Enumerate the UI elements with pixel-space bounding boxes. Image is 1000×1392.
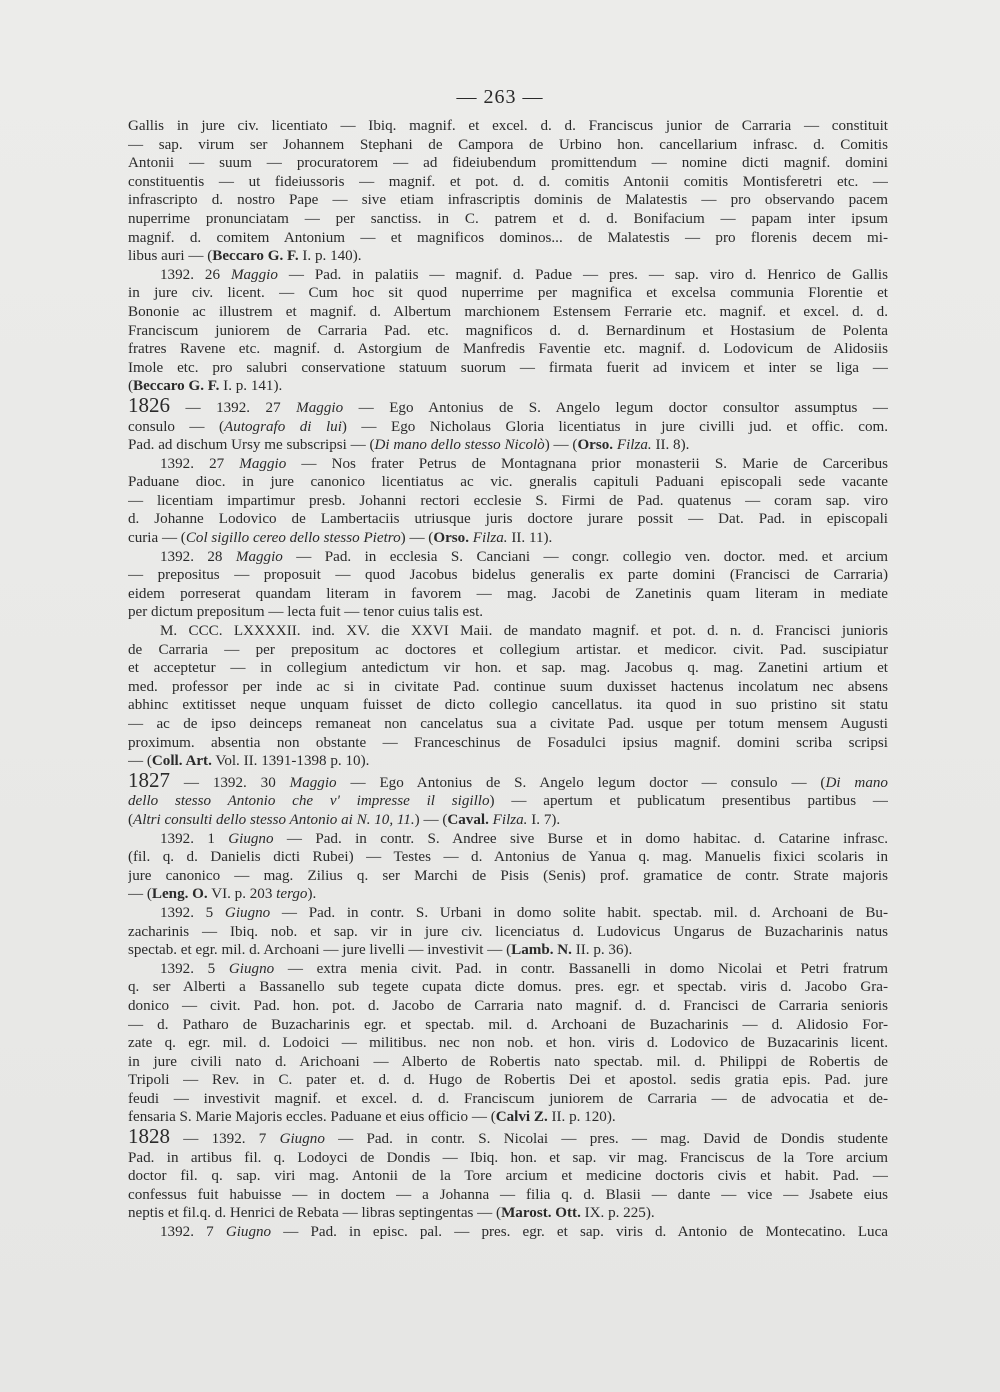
text-line: 1392. 26 Maggio — Pad. in palatiis — magnif. d. Padue — pres. — sap. viro d. Henrico de Gallis — [160, 266, 888, 283]
text-line: — prepositus — proposuit — quod Jacobus bidelus generalis ex parte domini (Francisci de Carraria) — [128, 567, 888, 584]
text-line: donico — civit. Pad. hon. pot. d. Jacobo de Carraria nato magnif. d. d. Francisci de Carraria senioris — [128, 997, 888, 1014]
text-line: confessus fuit habuisse — in doctem — a Johanna — filia q. d. Blasii — dante — vice — Jsabete eius — [128, 1186, 888, 1203]
text-line: q. ser Alberti a Bassanello sub tegete cupata dicte domus. pres. egr. et spectab. viris d. Jacobo Gra- — [128, 979, 888, 996]
text-line: — d. Patharo de Buzacharinis egr. et spectab. mil. d. Archoani de Buzacharinis — d. Alidosio For- — [128, 1016, 888, 1033]
text-line: Imole etc. pro salubri conservatione statuum suorum — firmata fuerit ad invicem et inter se liga — — [128, 359, 888, 376]
text-line: fensaria S. Marie Majoris eccles. Paduane et eius officio — (Calvi Z. II. p. 120). — [128, 1109, 616, 1126]
text-line: doctor fil. q. sap. viri mag. Antonii de la Tore arcium et medicine doctoris civis et habit. Pad. — — [128, 1168, 888, 1185]
text-line: (fil. q. d. Danielis dicti Rubei) — Testes — d. Antonius de Yanua q. mag. Manuelis fixici scolaris in — [128, 849, 888, 866]
text-line: jure canonico — mag. Zilius q. ser Marchi de Pisis (Senis) prof. gramatice de contr. Strate majoris — [128, 867, 888, 884]
text-line: Pad. ad dischum Ursy me subscripsi — (Di mano dello stesso Nicolò) — (Orso. Filza. II. 8). — [128, 437, 690, 454]
text-line: (Beccaro G. F. I. p. 141). — [128, 378, 283, 395]
text-line: 1826 — 1392. 27 Maggio — Ego Antonius de S. Angelo legum doctor consultor assumptus — — [128, 395, 888, 417]
text-line: 1392. 7 Giugno — Pad. in episc. pal. — pres. egr. et sap. viris d. Antonio de Montecatino. Luca — [160, 1224, 888, 1241]
text-line: per dictum prepositum — lecta fuit — tenor cuius talis est. — [128, 604, 484, 621]
page-number: — 263 — — [456, 86, 544, 108]
text-line: — licentiam impartimur presb. Johanni rectori ecclesie S. Firmi de Pad. quatenus — coram sap. viro — [128, 492, 888, 509]
text-line: 1392. 5 Giugno — extra menia civit. Pad. in contr. Bassanelli in domo Nicolai et Petri fratrum — [160, 960, 888, 977]
text-line: Paduane dioc. in jure canonico licentiatus ac vic. gneralis capituli Paduani episcopali sede vacante — [128, 474, 888, 491]
text-line: consulo — (Autografo di lui) — Ego Nicholaus Gloria licentiatus in jure civilli jud. et offic. com. — [128, 418, 888, 435]
text-line: abhinc extitisset neque unquam fuisset de dicto collegio cancellatus. ita quod in suo pristino sit statu — [128, 697, 888, 714]
text-line: eidem porreserat quandam literam in favorem — mag. Jacobi de Zanetinis quam literam in mediate — [128, 585, 888, 602]
text-line: in jure civili nato d. Arichoani — Alberto de Robertis nato spectab. mil. d. Philippi de Robertis de — [128, 1053, 888, 1070]
text-line: — sap. virum ser Johannem Stephani de Campora de Urbino hon. cancellarium infrasc. d. Comitis — [128, 136, 888, 153]
text-line: 1828 — 1392. 7 Giugno — Pad. in contr. S. Nicolai — pres. — mag. David de Dondis studente — [128, 1127, 888, 1149]
text-line: 1392. 1 Giugno — Pad. in contr. S. Andree sive Burse et in domo habitac. d. Catarine infrasc. — [160, 830, 888, 847]
text-line: libus auri — (Beccaro G. F. I. p. 140). — [128, 248, 362, 265]
text-line: infrascripto d. nostro Pape — sive etiam infrascriptis dominis de Malatestis — pro observando pacem — [128, 192, 888, 209]
text-line: d. Johanne Lodovico de Lambertaciis utriusque juris doctore jurare possit — Dat. Pad. in episcopali — [128, 511, 888, 528]
text-line: magnif. d. comitem Antonium — et magnificos dominos... de Malatestis — pro florenis decem mi- — [128, 229, 888, 246]
text-line: de Carraria — per prepositum ac doctores et collegium artistar. et medicor. civit. Pad. suscipiatur — [128, 641, 888, 658]
text-line: (Altri consulti dello stesso Antonio ai N. 10, 11.) — (Caval. Filza. I. 7). — [128, 811, 561, 828]
text-line: 1827 — 1392. 30 Maggio — Ego Antonius de S. Angelo legum doctor — consulo — (Di mano — [128, 770, 888, 792]
text-line: spectab. et egr. mil. d. Archoani — jure livelli — investivit — (Lamb. N. II. p. 36). — [128, 942, 633, 959]
text-line: zacharinis — Ibiq. nob. et sap. vir in jure civ. licenciatus d. Ludovicus Ungarus de Buzacharinis natus — [128, 923, 888, 940]
text-line: med. professor per inde ac si in civitate Pad. continue suum duxisset hactenus incolatum nec absens — [128, 678, 888, 695]
text-line: dello stesso Antonio che v' impresse il sigillo) — apertum et publicatum presentibus partibus — — [128, 793, 888, 810]
text-line: zate q. egr. mil. d. Lodoici — militibus. nec non nob. et hon. viris d. Lodovico de Buzacarinis licent. — [128, 1035, 888, 1052]
text-line: constituentis — ut fideiussoris — magnif. et pot. d. d. comitis Antonii comitis Montisferetri etc. — — [128, 173, 888, 190]
text-line: neptis et fil.q. d. Henrici de Rebata — libras septingentas — (Marost. Ott. IX. p. 225). — [128, 1205, 655, 1222]
text-line: et acceptetur — in collegium antedictum vir hon. et sap. mag. Jacobus q. mag. Zanetini artium et — [128, 660, 888, 677]
text-line: Pad. in artibus fil. q. Lodoyci de Dondis — Ibiq. hon. et sap. vir mag. Franciscus de la Tore arcium — [128, 1149, 888, 1166]
text-line: Franciscum juniorem de Carraria Pad. etc. magnificos d. d. Bernardinum et Hostasium de Polenta — [128, 322, 888, 339]
text-line: feudi — investivit magnif. et excel. d. d. Franciscum juniorem de Carraria — de advocatia et de- — [128, 1090, 888, 1107]
text-line: M. CCC. LXXXXII. ind. XV. die XXVI Maii. de mandato magnif. et pot. d. n. d. Francisci junioris — [160, 623, 888, 640]
text-line: curia — (Col sigillo cereo dello stesso Pietro) — (Orso. Filza. II. 11). — [128, 530, 553, 547]
text-line: in jure civ. licent. — Cum hoc sit quod nuperrime per magnifica et excelsa communia Florentie et — [128, 285, 888, 302]
text-line: proximum. absentia non obstante — Franceschinus de Fosadulci ipsius magnif. domini scriba scripsi — [128, 734, 888, 751]
text-line: 1392. 27 Maggio — Nos frater Petrus de Montagnana prior monasterii S. Marie de Carceribus — [160, 455, 888, 472]
text-line: — (Leng. O. VI. p. 203 tergo). — [128, 886, 317, 903]
text-line: Bononie ac illustrem et magnif. d. Albertum marchionem Estensem Ferrarie etc. magnif. et excel. d. d. — [128, 303, 888, 320]
document-body — [128, 117, 888, 1242]
text-line: Antonii — suum — procuratorem — ad fideiubendum promittendum — nomine dicti magnif. domini — [128, 155, 888, 172]
text-line: — (Coll. Art. Vol. II. 1391-1398 p. 10). — [128, 753, 370, 770]
text-line: Gallis in jure civ. licentiato — Ibiq. magnif. et excel. d. d. Franciscus junior de Carraria — constituit — [128, 118, 888, 134]
text-line: 1392. 5 Giugno — Pad. in contr. S. Urbani in domo solite habit. spectab. mil. d. Archoani de Bu- — [160, 904, 888, 921]
text-line: nuperrime pronunciatam — per sanctiss. in C. patrem et d. d. Bonifacium — papam inter ipsum — [128, 210, 888, 227]
text-line: Tripoli — Rev. in C. pater et. d. d. Hugo de Robertis Dei et apostol. sedis gratia epis. Pad. jure — [128, 1072, 888, 1089]
text-line: — ac de ipso deinceps remaneat non cancelatus sua a civitate Pad. usque per totum mensem Augusti — [128, 716, 888, 732]
text-line: 1392. 28 Maggio — Pad. in ecclesia S. Canciani — congr. collegio ven. doctor. med. et arcium — [160, 548, 888, 565]
text-line: fratres Ravene etc. magnif. d. Astorgium de Manfredis Faventie etc. magnif. d. Lodovicum de Alidosiis — [128, 341, 888, 358]
